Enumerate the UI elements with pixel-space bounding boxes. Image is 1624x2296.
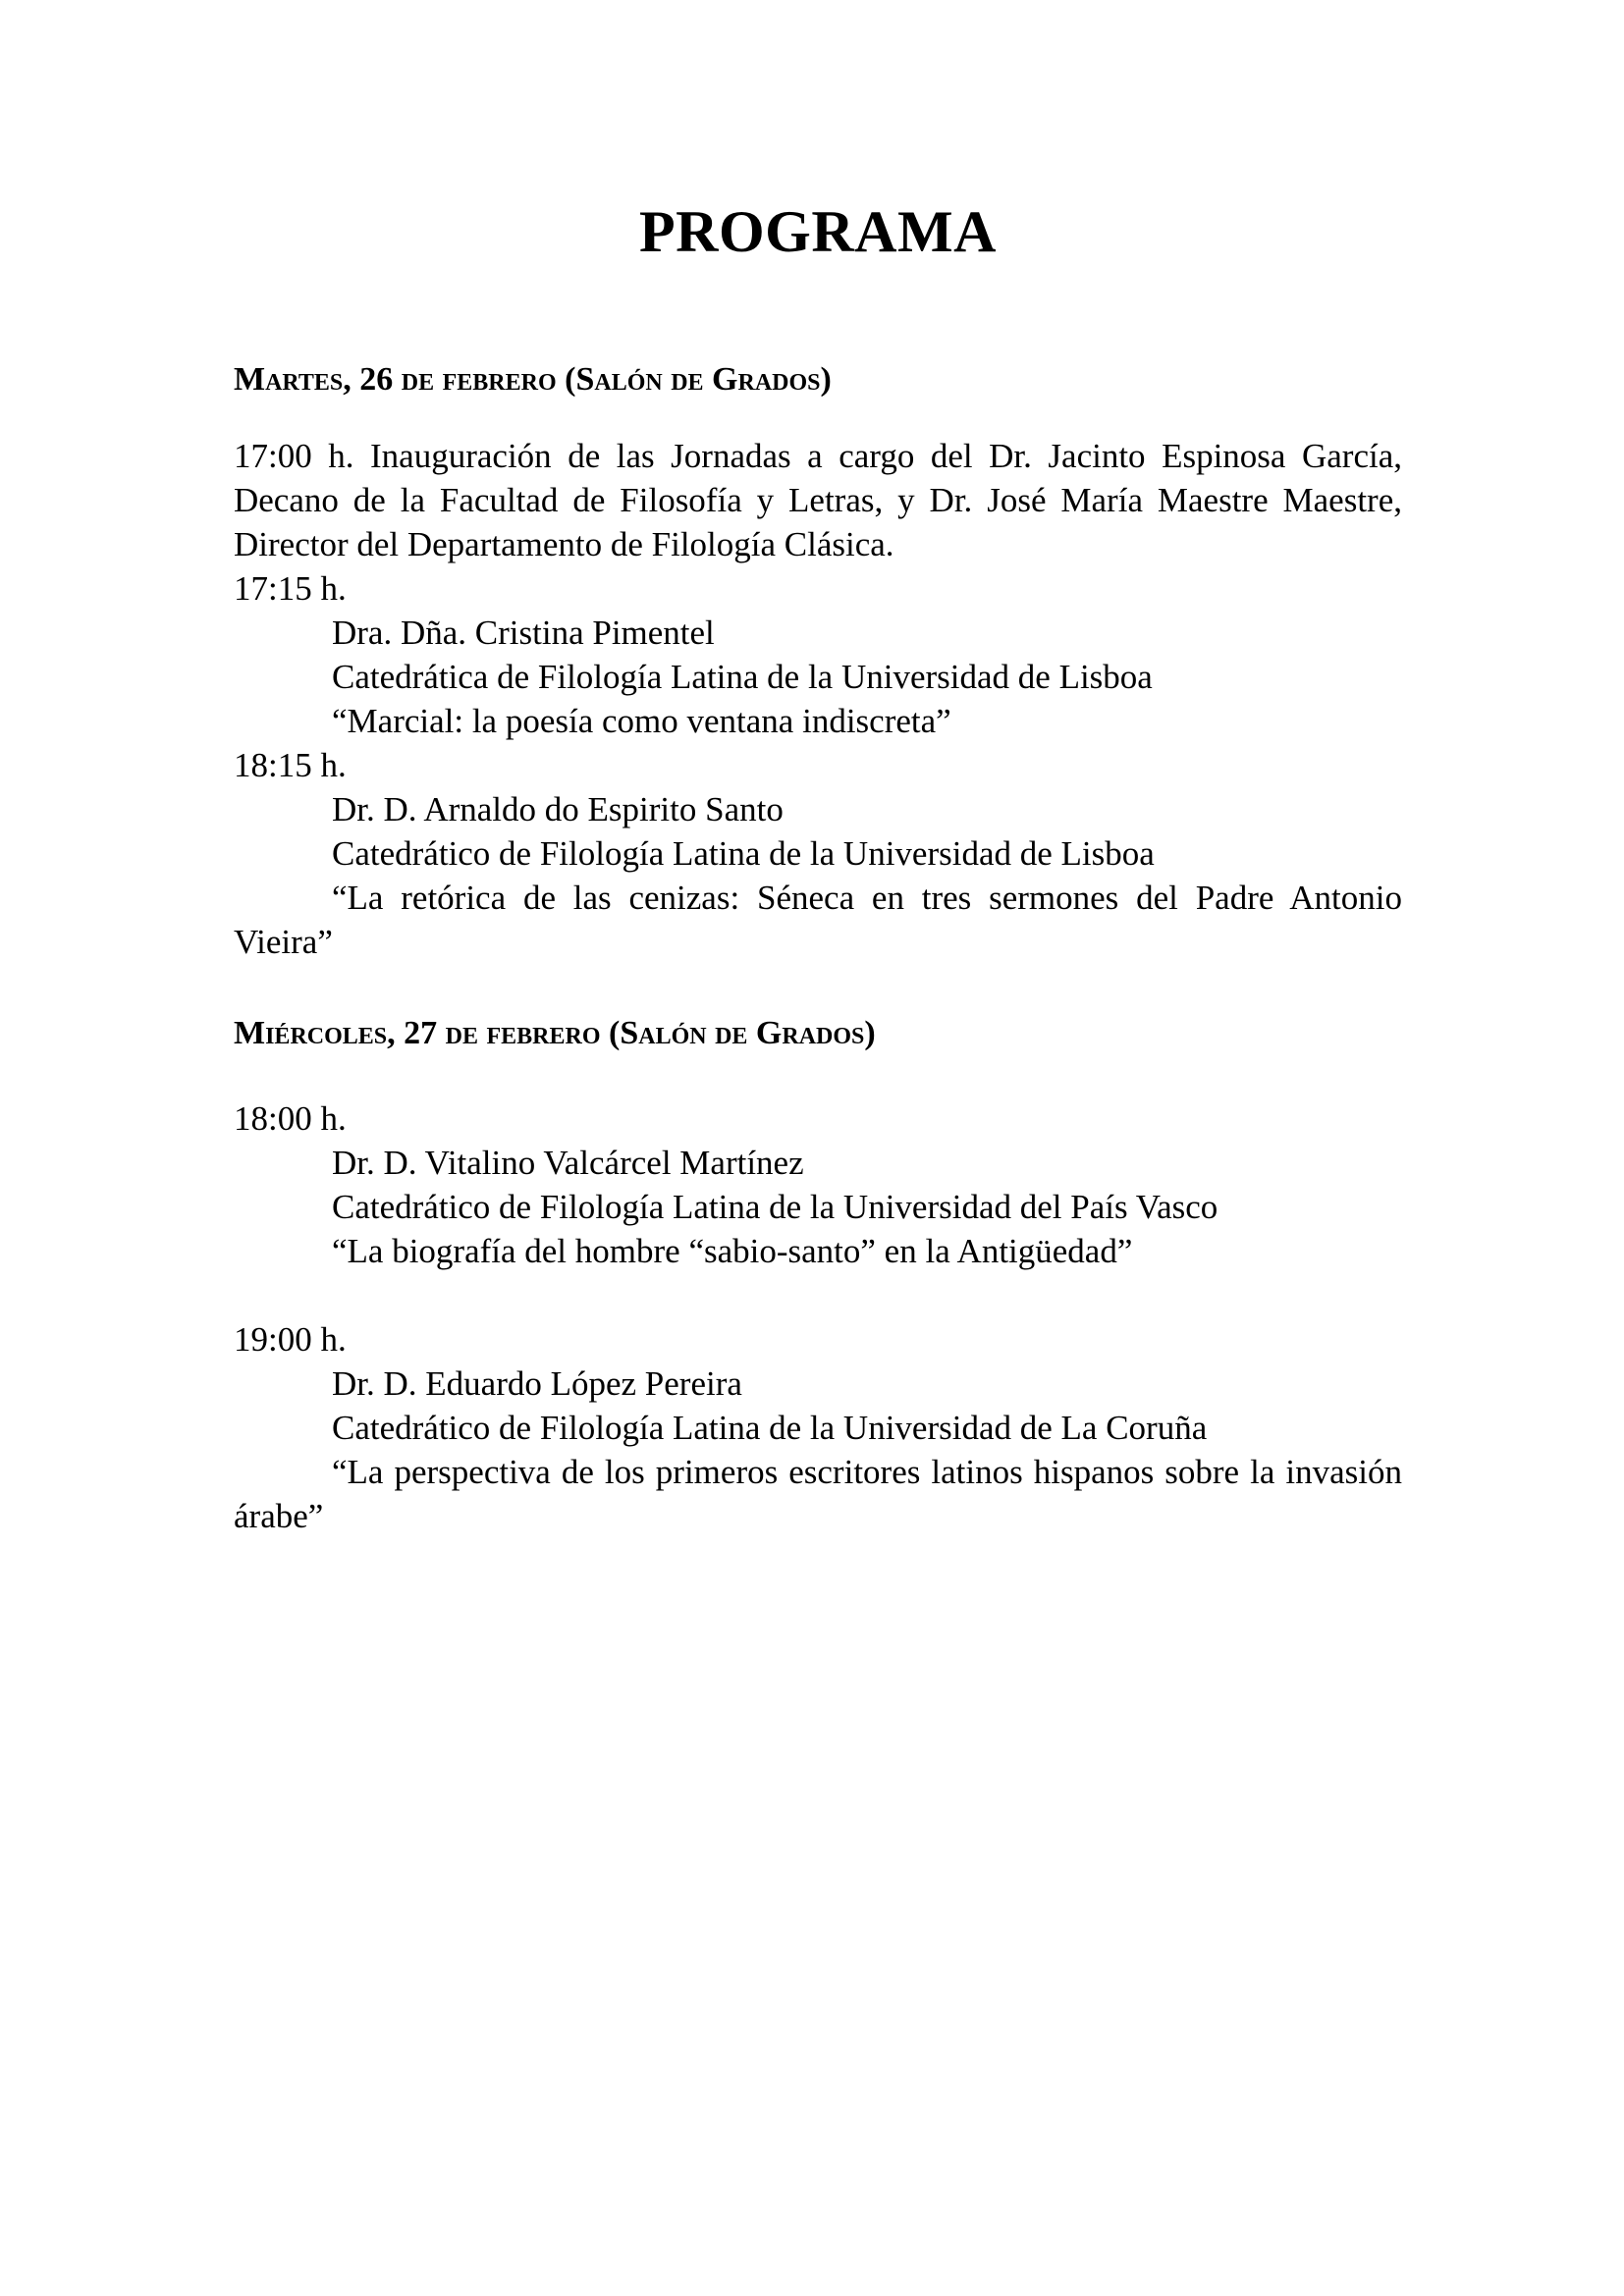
talk-title: “La perspectiva de los primeros escritores latinos hispanos sobre la invasión árabe” <box>234 1453 1402 1535</box>
talk-speaker: Dr. D. Arnaldo do Espirito Santo <box>332 790 784 828</box>
spacer <box>234 1273 1402 1317</box>
talk-time: 17:15 h. <box>234 569 347 608</box>
talk-time: 18:15 h. <box>234 746 347 784</box>
talk-time: 19:00 h. <box>234 1320 347 1359</box>
day2-body <box>234 1096 1402 1538</box>
talk-speaker: Dr. D. Vitalino Valcárcel Martínez <box>332 1144 804 1182</box>
talk-time: 18:00 h. <box>234 1099 347 1138</box>
talk-title: “La retórica de las cenizas: Séneca en tres sermones del Padre Antonio Vieira” <box>234 879 1402 961</box>
day1-section <box>234 357 1402 401</box>
talk-position: Catedrático de Filología Latina de la Universidad del País Vasco <box>332 1188 1218 1226</box>
day2-section <box>234 1011 1402 1055</box>
day1-heading <box>234 357 1402 401</box>
talk-title: “La biografía del hombre “sabio-santo” en la Antigüedad” <box>332 1232 1133 1270</box>
day2-heading-place: (Salón de Grados) <box>609 1015 876 1051</box>
day2-heading <box>234 1011 1402 1055</box>
page-title: PROGRAMA <box>639 199 997 264</box>
opening-paragraph: 17:00 h. Inauguración de las Jornadas a cargo del Dr. Jacinto Espinosa García, Decano de la Facultad de Filosofía y Letras, y Dr. José María Maestre Maestre, Director del Departamento de Filología Clásica. <box>234 437 1402 563</box>
day1-heading-day: Martes, 26 de febrero <box>234 361 557 398</box>
talk-position: Catedrático de Filología Latina de la Universidad de Lisboa <box>332 834 1155 873</box>
talk-title: “Marcial: la poesía como ventana indiscreta” <box>332 702 951 740</box>
talk-speaker: Dr. D. Eduardo López Pereira <box>332 1364 742 1403</box>
day1-heading-place: (Salón de Grados) <box>565 361 832 398</box>
talk-speaker: Dra. Dña. Cristina Pimentel <box>332 614 715 652</box>
day1-body <box>234 434 1402 964</box>
talk-position: Catedrático de Filología Latina de la Universidad de La Coruña <box>332 1409 1208 1447</box>
day2-heading-day: Miércoles, 27 de febrero <box>234 1015 601 1051</box>
talk-position: Catedrática de Filología Latina de la Universidad de Lisboa <box>332 658 1153 696</box>
